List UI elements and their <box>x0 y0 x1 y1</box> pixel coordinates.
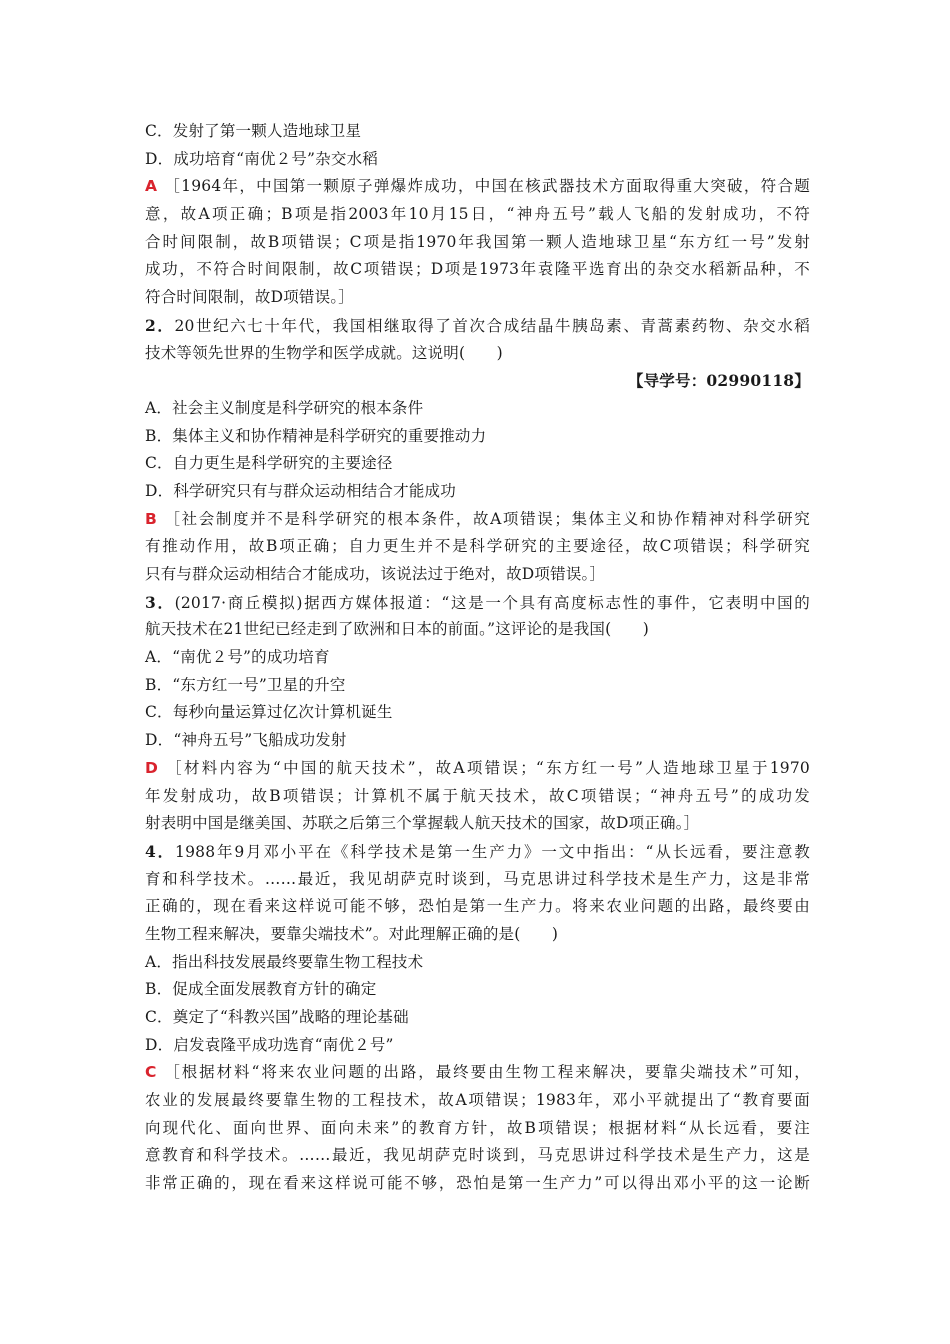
q4-option-c: C．奠定了“科教兴国”战略的理论基础 <box>145 1008 409 1026</box>
q1-explanation-text: ［1964年，中国第一颗原子弹爆炸成功，中国在核武器技术方面取得重大突破，符合题 <box>163 177 810 196</box>
q3-stem-text: (2017·商丘模拟)据西方媒体报道：“这是一个具有高度标志性的事件，它表明中国的 <box>174 593 810 612</box>
q2-explanation-text: ［社会制度并不是科学研究的根本条件，故A项错误；集体主义和协作精神对科学研究 <box>163 509 810 528</box>
q4-explanation-line <box>145 1059 810 1087</box>
q4-stem-line: 生物工程来解决，要靠尖端技术”。对此理解正确的是( ) <box>145 924 559 943</box>
q4-stem-line <box>145 838 810 866</box>
q2-number: 2． <box>145 315 175 335</box>
q2-answer-letter: B <box>145 509 158 528</box>
q1-option-c: C．发射了第一颗人造地球卫星 <box>145 122 362 140</box>
q4-explanation-line: 农业的发展最终要靠生物的工程技术，故A项错误；1983年，邓小平就提出了“教育要面 <box>145 1091 810 1110</box>
q4-explanation-line: 非常正确的，现在看来这样说可能不够，恐怕是第一生产力”可以得出邓小平的这一论断 <box>145 1174 810 1193</box>
q3-option-d: D．“神舟五号”飞船成功发射 <box>145 731 347 750</box>
q3-explanation-line: 射表明中国是继美国、苏联之后第三个掌握载人航天技术的国家，故D项正确。］ <box>145 814 700 833</box>
q4-stem-text: 1988年9月邓小平在《科学技术是第一生产力》一文中指出：“从长远看，要注意教 <box>175 842 810 861</box>
q3-answer-letter: D <box>145 758 159 777</box>
q4-explanation-text: ［根据材料“将来农业问题的出路，最终要由生物工程来解决，要靠尖端技术”可知， <box>162 1063 810 1082</box>
q3-explanation-line: 年发射成功，故B项错误；计算机不属于航天技术，故C项错误；“神舟五号”的成功发 <box>145 786 810 805</box>
q4-option-b: B．促成全面发展教育方针的确定 <box>145 980 377 999</box>
q3-option-b: B．“东方红一号”卫星的升空 <box>145 675 346 694</box>
q4-explanation-line: 意教育和科学技术。……最近，我见胡萨克时谈到，马克思讲过科学技术是生产力，这是 <box>145 1146 810 1165</box>
q2-explanation-line <box>145 506 810 534</box>
q1-answer-letter: A <box>145 177 158 196</box>
q1-explanation-line: 合时间限制，故B项错误；C项是指1970年我国第一颗人造地球卫星“东方红一号”发射 <box>145 232 810 251</box>
q2-explanation-line: 有推动作用，故B项正确；自力更生并不是科学研究的主要途径，故C项错误；科学研究 <box>145 537 810 556</box>
q3-number: 3． <box>145 592 175 612</box>
q2-stem-line: 技术等领先世界的生物学和医学成就。这说明( ) <box>145 343 503 362</box>
q3-option-a: A．“南优２号”的成功培育 <box>145 648 330 667</box>
q3-explanation-line <box>145 755 810 783</box>
q1-explanation-line <box>145 173 810 201</box>
q2-stem-text: 20世纪六七十年代，我国相继取得了首次合成结晶牛胰岛素、青蒿素药物、杂交水稻 <box>174 316 810 335</box>
document-page <box>145 118 810 1198</box>
q1-option-d: D．成功培育“南优２号”杂交水稻 <box>145 149 378 168</box>
q4-stem-line: 正确的，现在看来这样说可能不够，恐怕是第一生产力。将来农业问题的出路，最终要由 <box>145 897 810 916</box>
q2-option-d: D．科学研究只有与群众运动相结合才能成功 <box>145 481 456 500</box>
q2-reference-number: 【导学号：02990118】 <box>627 371 810 391</box>
q2-option-c: C．自力更生是科学研究的主要途径 <box>145 454 393 473</box>
q1-explanation-line: 符合时间限制，故D项错误。］ <box>145 288 354 307</box>
q2-explanation-line: 只有与群众运动相结合才能成功，该说法过于绝对，故D项错误。］ <box>145 565 606 583</box>
q4-explanation-line: 向现代化、面向世界、面向未来”的教育方针，故B项错误；根据材料“从长远看，要注 <box>145 1118 810 1137</box>
q1-explanation-line: 意，故A项正确；B项是指2003年10月15日，“神舟五号”载人飞船的发射成功，不符 <box>145 205 810 224</box>
q2-option-a: A．社会主义制度是科学研究的根本条件 <box>145 398 424 417</box>
q1-explanation-line: 成功，不符合时间限制，故C项错误；D项是1973年袁隆平选育出的杂交水稻新品种，不 <box>145 260 810 279</box>
q3-stem-line <box>145 589 810 617</box>
q4-number: 4． <box>145 841 176 861</box>
q2-stem-line <box>145 312 810 340</box>
q3-option-c: C．每秒向量运算过亿次计算机诞生 <box>145 703 393 722</box>
q3-stem-line: 航天技术在21世纪已经走到了欧洲和日本的前面。”这评论的是我国( ) <box>145 620 649 639</box>
q4-option-d: D．启发袁隆平成功选育“南优２号” <box>145 1035 394 1054</box>
q4-option-a: A．指出科技发展最终要靠生物工程技术 <box>145 952 424 971</box>
q4-stem-line: 育和科学技术。……最近，我见胡萨克时谈到，马克思讲过科学技术是生产力，这是非常 <box>145 869 810 888</box>
q4-answer-letter: C <box>145 1063 157 1082</box>
q2-option-b: B．集体主义和协作精神是科学研究的重要推动力 <box>145 426 487 445</box>
q3-explanation-text: ［材料内容为“中国的航天技术”，故A项错误；“东方红一号”人造地球卫星于1970 <box>164 758 810 777</box>
